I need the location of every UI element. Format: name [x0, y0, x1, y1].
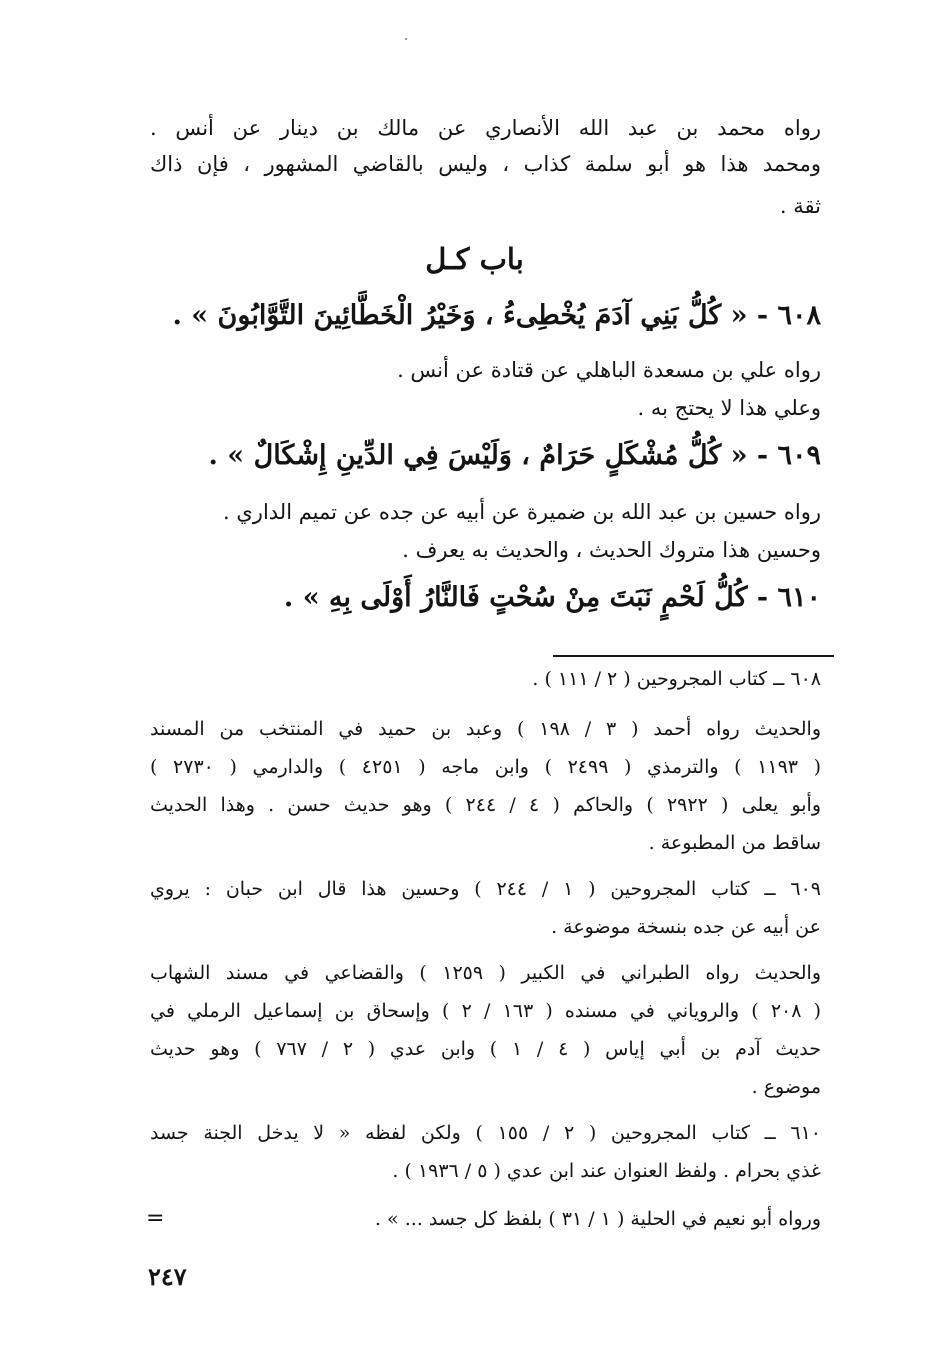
footnote-609-line-2: ( ٢٠٨ ) والروياني في مسنده ( ١٦٣ / ٢ ) وإسحاق بن إسماعيل الرملي في — [150, 1000, 822, 1022]
footnote-610-ref-line-2: غذي بحرام . ولفظ العنوان عند ابن عدي ( ٥ / ١٩٣٦ ) . — [392, 1160, 821, 1182]
scan-speck — [405, 38, 407, 40]
hadith-610: ٦١٠ - كُلُّ لَحْمٍ نَبَتَ مِنْ سُحْتٍ فَالنَّارُ أَوْلَى بِهِ » . — [283, 582, 821, 613]
footnote-610-last-line: ورواه أبو نعيم في الحلية ( ١ / ٣١ ) بلفظ كل جسد ... » . — [374, 1208, 821, 1230]
hadith-608-note-2: وعلي هذا لا يحتج به . — [637, 396, 821, 420]
intro-line-3: ثقة . — [779, 194, 821, 218]
hadith-609-note-1: رواه حسين بن عبد الله بن ضميرة عن أبيه عن جده عن تميم الداري . — [223, 500, 821, 524]
hadith-608-note-1: رواه علي بن مسعدة الباهلي عن قتادة عن أنس . — [397, 358, 821, 382]
footnote-610-ref-line-1: ٦١٠ ــ كتاب المجروحين ( ٢ / ١٥٥ ) ولكن لفظه « لا يدخل الجنة جسد — [150, 1122, 822, 1144]
chapter-heading: باب كـل — [425, 242, 524, 276]
hadith-608: ٦٠٨ - « كُلُّ بَنِي آدَمَ يُخْطِىءُ ، وَخَيْرُ الْخَطَّائِينَ التَّوَّابُونَ » . — [172, 300, 821, 331]
continuation-mark: = — [146, 1206, 165, 1231]
footnote-609-ref-line-1: ٦٠٩ ــ كتاب المجروحين ( ١ / ٢٤٤ ) وحسين هذا قال ابن حبان : يروي — [150, 878, 822, 900]
footnote-609-line-4: موضوع . — [751, 1076, 821, 1098]
intro-line-2: ومحمد هذا هو أبو سلمة كذاب ، وليس بالقاضي المشهور ، فإن ذاك — [150, 152, 821, 176]
footnote-608-ref: ٦٠٨ ــ كتاب المجروحين ( ٢ / ١١١ ) . — [532, 668, 821, 690]
footnote-609-line-1: والحديث رواه الطبراني في الكبير ( ١٢٥٩ ) والقضاعي في مسند الشهاب — [150, 962, 821, 984]
footnote-608-line-2: ( ١١٩٣ ) والترمذي ( ٢٤٩٩ ) وابن ماجه ( ٤٢٥١ ) والدارمي ( ٢٧٣٠ ) — [150, 756, 822, 778]
intro-line-1: رواه محمد بن عبد الله الأنصاري عن مالك بن دينار عن أنس . — [150, 116, 821, 140]
hadith-609-note-2: وحسين هذا متروك الحديث ، والحديث به يعرف . — [402, 538, 821, 562]
hadith-609: ٦٠٩ - « كُلُّ مُشْكَلٍ حَرَامٌ ، وَلَيْسَ فِي الدِّينِ إِشْكَالٌ » . — [208, 440, 821, 471]
footnote-608-line-3: وأبو يعلى ( ٢٩٢٢ ) والحاكم ( ٤ / ٢٤٤ ) وهو حديث حسن . وهذا الحديث — [150, 794, 821, 816]
footnote-separator — [553, 655, 834, 657]
footnote-609-ref-line-2: عن أبيه عن جده بنسخة موضوعة . — [551, 916, 821, 938]
footnote-608-line-4: ساقط من المطبوعة . — [648, 832, 821, 854]
footnote-608-line-1: والحديث رواه أحمد ( ٣ / ١٩٨ ) وعبد بن حميد في المنتخب من المسند — [150, 718, 821, 740]
page-number: ٢٤٧ — [148, 1262, 187, 1291]
footnote-609-line-3: حديث آدم بن أبي إياس ( ٤ / ١ ) وابن عدي ( ٢ / ٧٦٧ ) وهو حديث — [150, 1038, 821, 1060]
